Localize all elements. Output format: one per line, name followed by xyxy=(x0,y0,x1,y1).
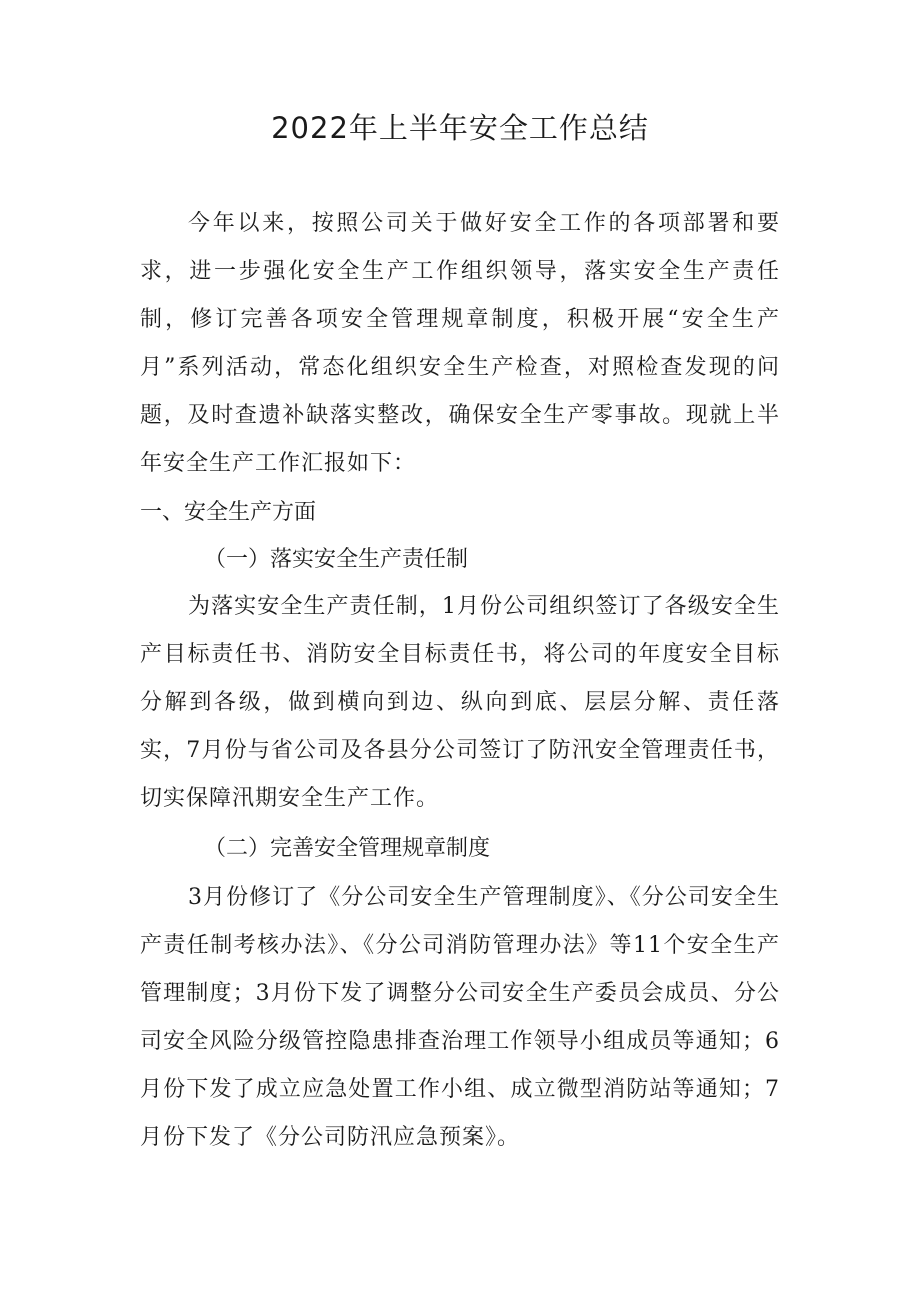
regulations-paragraph: 3月份修订了《分公司安全生产管理制度》、《分公司安全生产责任制考核办法》、《分公司消防管理办法》等11个安全生产管理制度；3月份下发了调整分公司安全生产委员会成员、分公司安全风险分级管控隐患排查治理工作领导小组成员等通知；6月份下发了成立应急处置工作小组、成立微型消防站等通知；7月份下发了《分公司防汛应急预案》。 xyxy=(140,885,780,1150)
document-title: 2022年上半年安全工作总结 xyxy=(271,111,649,145)
responsibility-paragraph: 为落实安全生产责任制，1月份公司组织签订了各级安全生产目标责任书、消防安全目标责任书，将公司的年度安全目标分解到各级，做到横向到边、纵向到底、层层分解、责任落实，7月份与省公司及各县分公司签订了防汛安全管理责任书，切实保障汛期安全生产工作。 xyxy=(140,594,780,811)
intro-paragraph: 今年以来，按照公司关于做好安全工作的各项部署和要求，进一步强化安全生产工作组织领导，落实安全生产责任制，修订完善各项安全管理规章制度，积极开展“安全生产月”系列活动，常态化组织安全生产检查，对照检查发现的问题，及时查遗补缺落实整改，确保安全生产零事故。现就上半年安全生产工作汇报如下： xyxy=(140,211,780,476)
subsection-heading-regulations: （二）完善安全管理规章制度 xyxy=(204,836,491,861)
subsection-heading-responsibility: （一）落实安全生产责任制 xyxy=(204,547,469,572)
section-heading-safety-production: 一、安全生产方面 xyxy=(140,500,317,525)
